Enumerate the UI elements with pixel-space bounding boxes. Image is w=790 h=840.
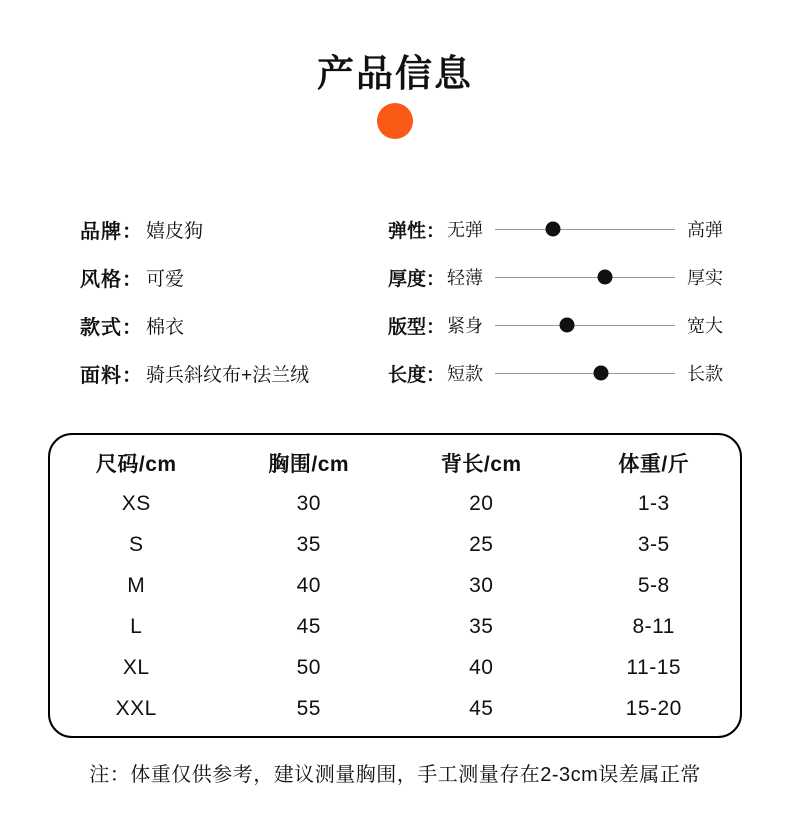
table-cell: XS: [121, 491, 151, 515]
table-cell: 35: [469, 614, 494, 638]
table-cell: L: [130, 614, 143, 638]
slider-max-label: 宽大: [687, 316, 724, 336]
slider-max-label: 高弹: [687, 220, 724, 240]
slider-track: [495, 325, 675, 326]
table-cell: 5-8: [637, 573, 670, 597]
table-cell: 55: [296, 696, 321, 720]
slider-min-label: 短款: [447, 364, 484, 384]
table-cell: M: [127, 573, 146, 597]
slider-label: 弹性：: [388, 220, 446, 242]
table-cell: S: [128, 532, 144, 556]
slider-min-label: 无弹: [447, 220, 484, 240]
sliders-list: [380, 205, 740, 397]
info-section: [0, 205, 790, 397]
table-cell: 40: [296, 573, 321, 597]
attribute-value: 骑兵斜纹布+法兰绒: [146, 364, 310, 386]
table-header-cell: 体重/斤: [618, 452, 690, 476]
attribute-row-style: [80, 253, 380, 301]
slider-handle-icon: [597, 270, 612, 285]
slider-min-label: 轻薄: [447, 268, 484, 288]
table-header-cell: 尺码/cm: [95, 452, 177, 476]
page-title: 产品信息: [317, 53, 473, 94]
table-cell: 1-3: [637, 491, 670, 515]
table-header-row: [50, 442, 740, 483]
table-header-cell: 背长/cm: [440, 452, 522, 476]
slider-row-thickness: [388, 253, 740, 301]
attribute-label: 品牌：: [80, 220, 143, 243]
table-row-xxl: [50, 688, 740, 729]
slider-label: 厚度：: [388, 268, 446, 290]
table-cell: XL: [122, 655, 150, 679]
attribute-label: 面料：: [80, 364, 143, 387]
attribute-label: 款式：: [80, 316, 143, 339]
table-row-m: [50, 565, 740, 606]
table-cell: 50: [296, 655, 321, 679]
slider-label: 版型：: [388, 316, 446, 338]
slider-track: [495, 277, 675, 278]
attribute-value: 嬉皮狗: [146, 220, 204, 242]
table-cell: 25: [469, 532, 494, 556]
note-text: 注：体重仅供参考，建议测量胸围，手工测量存在2-3cm误差属正常: [89, 764, 701, 786]
table-header-cell: 胸围/cm: [268, 452, 350, 476]
table-cell: 35: [296, 532, 321, 556]
attribute-value: 棉衣: [146, 316, 185, 338]
slider-handle-icon: [545, 222, 560, 237]
table-cell: 30: [469, 573, 494, 597]
table-cell: 30: [296, 491, 321, 515]
table-cell: 45: [296, 614, 321, 638]
size-table: [48, 433, 742, 738]
table-cell: 45: [469, 696, 494, 720]
table-row-xl: [50, 647, 740, 688]
table-row-s: [50, 524, 740, 565]
attribute-label: 风格：: [80, 268, 143, 291]
slider-row-length: [388, 349, 740, 397]
table-cell: 15-20: [625, 696, 682, 720]
slider-row-fit: [388, 301, 740, 349]
slider-label: 长度：: [388, 364, 446, 386]
table-cell: 20: [469, 491, 494, 515]
slider-handle-icon: [594, 366, 609, 381]
table-cell: 40: [469, 655, 494, 679]
slider-row-elasticity: [388, 205, 740, 253]
table-cell: 11-15: [626, 655, 682, 679]
table-cell: 3-5: [637, 532, 670, 556]
table-row-xs: [50, 483, 740, 524]
attribute-row-fabric: [80, 349, 380, 397]
slider-max-label: 厚实: [687, 268, 724, 288]
slider-handle-icon: [560, 318, 575, 333]
attributes-list: [80, 205, 380, 397]
attribute-value: 可爱: [146, 268, 185, 290]
slider-track: [495, 229, 675, 230]
slider-track: [495, 373, 675, 374]
attribute-row-brand: [80, 205, 380, 253]
attribute-row-type: [80, 301, 380, 349]
page-header: [0, 0, 790, 139]
table-row-l: [50, 606, 740, 647]
table-cell: XXL: [115, 696, 157, 720]
slider-min-label: 紧身: [447, 316, 484, 336]
slider-max-label: 长款: [687, 364, 724, 384]
table-cell: 8-11: [632, 614, 675, 638]
accent-dot-icon: [377, 103, 413, 139]
